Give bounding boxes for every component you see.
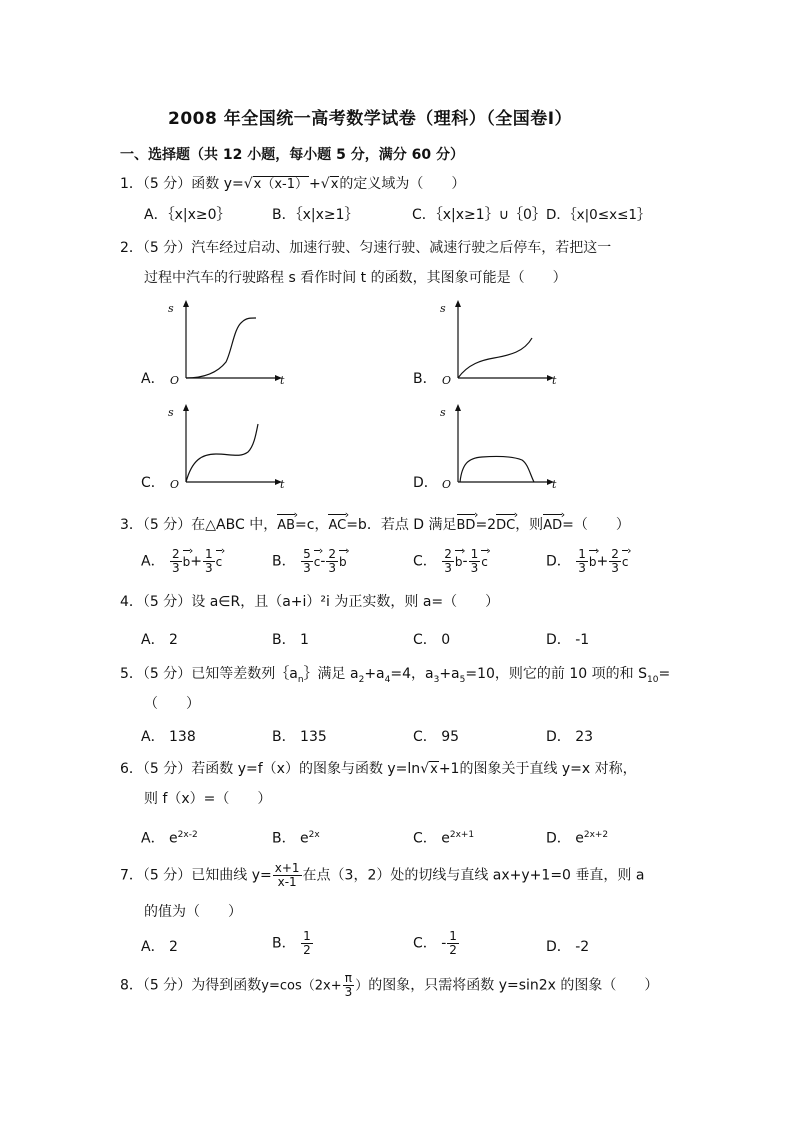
fraction: [170, 548, 182, 575]
exponent: 2x: [308, 830, 320, 840]
q6-radicand: x: [430, 762, 438, 777]
subscript: 10: [646, 674, 659, 685]
vector-dc: DC ›: [496, 516, 515, 536]
numerator: 2: [611, 547, 619, 561]
fraction: [326, 548, 338, 575]
q5-text: =: [658, 666, 671, 682]
fraction: [447, 930, 459, 957]
denominator: 2: [449, 943, 457, 957]
denominator: 3: [470, 561, 479, 575]
page-title: 2008 年全国统一高考数学试卷（理科）（全国卷Ⅰ）: [168, 109, 573, 129]
vector-b: b ›: [183, 552, 191, 572]
q1-radicand-2: x: [330, 177, 339, 192]
fraction: [576, 548, 588, 575]
vector-ad: AD ›: [543, 516, 562, 536]
numerator: 1: [303, 929, 311, 943]
axis-t-label: t: [552, 374, 557, 387]
q3-option-a[interactable]: [141, 548, 222, 575]
q2-graph-b[interactable]: [432, 298, 572, 390]
vector-b: b ›: [455, 552, 463, 572]
operator: -: [462, 553, 468, 570]
denominator: 2: [303, 943, 311, 957]
q2-graph-c[interactable]: [160, 402, 300, 494]
q7-option-c[interactable]: [413, 930, 460, 957]
fraction: [469, 548, 481, 575]
option-label: D．: [546, 553, 571, 570]
q2-option-d-label[interactable]: D．: [413, 475, 438, 491]
option-label: C． e: [413, 830, 450, 847]
q8-text: 的图象，只需将函数 y=sin2x 的图象（ ）: [368, 977, 659, 994]
q8-expression: y=cos（2x+: [261, 978, 342, 994]
exponent: 2x+1: [449, 830, 475, 840]
numerator: 2: [444, 547, 452, 561]
vector-ac: AC ›: [328, 516, 346, 536]
operator: -: [320, 553, 326, 570]
q5-option-b[interactable]: B． 135: [272, 729, 327, 745]
q1-points: （5 分）: [142, 176, 192, 192]
q3-stem-pre: 3．（5 分）在△ABC 中，: [120, 517, 278, 533]
sqrt-sign: √: [420, 761, 430, 777]
q2-graph-d[interactable]: [432, 402, 572, 494]
q3-option-d[interactable]: [546, 548, 628, 575]
question-2-line-1: 2．（5 分）汽车经过启动、加速行驶、匀速行驶、减速行驶之后停车，若把这一: [120, 240, 612, 256]
question-4: 4．（5 分）设 a∈R，且（a+i）²i 为正实数，则 a=（ ）: [120, 594, 500, 610]
exponent: 2x-2: [177, 830, 198, 840]
q7-option-d[interactable]: D． -2: [546, 939, 590, 955]
subscript: n: [297, 674, 304, 685]
vector-c: c ›: [481, 552, 488, 572]
vector-c: c ›: [216, 552, 223, 572]
question-6: [120, 759, 637, 780]
q6-option-d[interactable]: [546, 825, 608, 849]
option-label: D． e: [546, 830, 584, 847]
option-label: A． e: [141, 830, 178, 847]
q2-graph-a[interactable]: [160, 298, 300, 390]
denominator: 3: [578, 561, 586, 575]
subscript: 4: [384, 674, 391, 685]
q1-option-d[interactable]: D．｛x|0≤x≤1｝: [546, 207, 651, 223]
option-label: B．: [272, 553, 296, 570]
q6-option-a[interactable]: [141, 825, 198, 849]
q3-eq-c: =c，: [295, 517, 329, 533]
numerator: 1: [205, 547, 213, 561]
numerator: x+1: [274, 861, 300, 875]
numerator: 2: [172, 547, 180, 561]
q4-option-b[interactable]: B． 1: [272, 632, 309, 648]
q5-option-c[interactable]: C． 95: [413, 729, 460, 745]
q1-radicand-1: x（x-1）: [253, 177, 309, 192]
q6-option-b[interactable]: [272, 825, 320, 849]
origin-label: O: [170, 478, 180, 491]
fraction: [273, 862, 302, 889]
q4-option-d[interactable]: D． -1: [546, 632, 590, 648]
fraction: [301, 548, 313, 575]
axis-s-label: s: [440, 406, 446, 419]
numerator: 1: [578, 547, 586, 561]
q3-eq-b: =b．若点 D 满足: [346, 517, 457, 533]
operator: +: [596, 553, 609, 570]
q2-option-a-label[interactable]: A．: [141, 371, 165, 387]
q7-option-b[interactable]: [272, 930, 314, 957]
option-label: C．: [413, 553, 437, 570]
option-label: B．: [272, 935, 296, 952]
q8-expression: ）: [355, 978, 369, 994]
question-5: [120, 664, 670, 690]
denominator: 3: [205, 561, 213, 575]
question-7-line-2: 的值为（ ）: [144, 904, 242, 920]
q4-option-c[interactable]: C． 0: [413, 632, 451, 648]
axis-t-label: t: [552, 478, 557, 491]
subscript: 3: [433, 674, 440, 685]
question-1: [120, 174, 465, 195]
numerator: 2: [328, 547, 337, 561]
denominator: x-1: [277, 875, 297, 889]
q1-stem-pre: 函数 y=: [191, 176, 244, 192]
denominator: 3: [611, 561, 619, 575]
numerator: π: [343, 972, 355, 986]
option-label: B． e: [272, 830, 309, 847]
fraction: [343, 972, 355, 999]
vector-b: b ›: [589, 552, 597, 572]
q4-option-a[interactable]: A． 2: [141, 632, 178, 648]
q3-then: ，则: [515, 517, 544, 533]
q3-option-c[interactable]: [413, 548, 488, 575]
vector-c: c ›: [314, 552, 321, 572]
vector-bd: BD ›: [457, 516, 476, 536]
q5-text: 5．（5 分）已知等差数列｛a: [120, 666, 298, 682]
q1-stem-post: 的定义域为（ ）: [339, 176, 466, 192]
q5-option-a[interactable]: A． 138: [141, 729, 196, 745]
question-6-line-2: 则 f（x）=（ ）: [144, 791, 272, 807]
exponent: 2x+2: [583, 830, 609, 840]
q1-number: 1．: [120, 176, 143, 192]
q1-plus: +: [309, 176, 321, 192]
question-3: [120, 515, 630, 536]
axis-t-label: t: [280, 374, 285, 387]
question-7: [120, 862, 644, 889]
question-5-line-2: （ ）: [144, 696, 200, 712]
option-label: A．: [141, 553, 165, 570]
q1-option-a[interactable]: A．｛x|x≥0｝: [144, 207, 231, 223]
origin-label: O: [442, 478, 452, 491]
denominator: 3: [444, 561, 452, 575]
q7-option-a[interactable]: A． 2: [141, 939, 178, 955]
q7-text: 7．（5 分）已知曲线 y=: [120, 867, 272, 884]
fraction: [203, 548, 215, 575]
q2-option-b-label[interactable]: B．: [413, 371, 437, 387]
vector-ab: AB ›: [277, 516, 295, 536]
q2-option-c-label[interactable]: C．: [141, 475, 165, 491]
vector-c: c ›: [622, 552, 629, 572]
subscript: 2: [358, 674, 365, 685]
q6-option-c[interactable]: [413, 825, 474, 849]
fraction: [609, 548, 621, 575]
numerator: 5: [303, 547, 311, 561]
axis-s-label: s: [168, 406, 174, 419]
denominator: 3: [172, 561, 180, 575]
q3-end: =（ ）: [562, 517, 630, 533]
axis-t-label: t: [280, 478, 285, 491]
origin-label: O: [170, 374, 180, 387]
q5-text: ｝满足 a: [303, 666, 359, 682]
q8-text: 8．（5 分）为得到函数: [120, 977, 262, 994]
sqrt-sign: √: [243, 176, 253, 192]
section-heading: 一、选择题（共 12 小题，每小题 5 分，满分 60 分）: [120, 147, 464, 163]
origin-label: O: [442, 374, 452, 387]
axis-s-label: s: [440, 302, 446, 315]
q5-text: +a: [364, 666, 385, 682]
q3-option-b[interactable]: [272, 548, 347, 575]
denominator: 3: [344, 985, 353, 999]
q3-eq2: =2: [475, 517, 497, 533]
vector-b: b ›: [339, 552, 347, 572]
fraction: [442, 548, 454, 575]
option-label: C． -: [413, 935, 447, 952]
q1-option-b[interactable]: B．｛x|x≥1｝: [272, 207, 359, 223]
operator: +: [190, 553, 203, 570]
denominator: 3: [303, 561, 311, 575]
sqrt-sign: √: [320, 176, 330, 192]
q5-text: =10，则它的前 10 项的和 S: [465, 666, 647, 682]
q1-option-c[interactable]: C．｛x|x≥1｝∪｛0｝: [412, 207, 546, 223]
q5-text: +a: [439, 666, 460, 682]
numerator: 1: [470, 547, 479, 561]
numerator: 1: [449, 929, 457, 943]
question-8: [120, 972, 658, 999]
axis-s-label: s: [168, 302, 174, 315]
q6-text: +1的图象关于直线 y=x 对称，: [438, 761, 637, 777]
denominator: 3: [328, 561, 337, 575]
question-2-line-2: 过程中汽车的行驶路程 s 看作时间 t 的函数，其图象可能是（ ）: [144, 270, 567, 286]
q7-text: 在点（3，2）处的切线与直线 ax+y+1=0 垂直，则 a: [302, 867, 645, 884]
fraction: [301, 930, 313, 957]
q6-text: 6．（5 分）若函数 y=f（x）的图象与函数 y=ln: [120, 761, 421, 777]
q5-option-d[interactable]: D． 23: [546, 729, 594, 745]
q5-text: =4，a: [390, 666, 434, 682]
subscript: 5: [459, 674, 466, 685]
